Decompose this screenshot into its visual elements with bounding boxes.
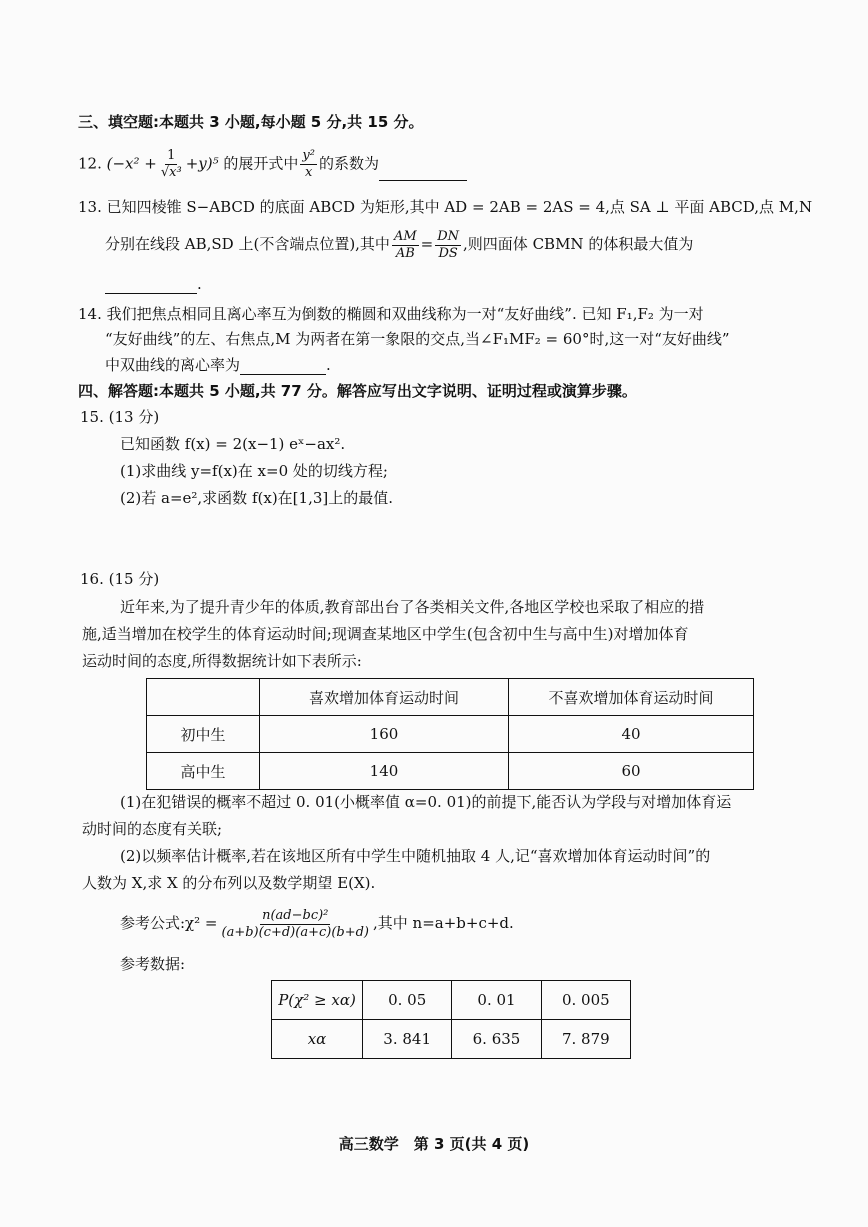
- q13-f2-num: DN: [437, 228, 460, 244]
- survey-header-like: 喜欢增加体育运动时间: [260, 679, 509, 716]
- section-3-header: 三、填空题:本题共 3 小题,每小题 5 分,共 15 分。: [78, 113, 424, 131]
- ref-cell: 0. 05: [363, 981, 452, 1020]
- survey-cell: 40: [509, 716, 754, 753]
- q15-part1: (1)求曲线 y=f(x)在 x=0 处的切线方程;: [120, 462, 388, 480]
- q13-f2-den: DS: [438, 245, 458, 261]
- q12-coef-num: y²: [302, 148, 315, 163]
- survey-cell: 60: [509, 753, 754, 790]
- section-4-header: 四、解答题:本题共 5 小题,共 77 分。解答应写出文字说明、证明过程或演算步骤。: [78, 382, 637, 400]
- survey-cell: 160: [260, 716, 509, 753]
- survey-row-label: 高中生: [147, 753, 260, 790]
- survey-header-dislike: 不喜欢增加体育运动时间: [509, 679, 754, 716]
- q12-expr-right: +y)⁵: [185, 154, 219, 173]
- q13-f1-num: AM: [393, 228, 417, 244]
- ref-cell: 7. 879: [541, 1020, 630, 1059]
- survey-table-header-row: [147, 679, 754, 716]
- table-row: [147, 753, 754, 790]
- question-12: [78, 148, 808, 181]
- q14-line1: 14. 我们把焦点相同且离心率互为倒数的椭圆和双曲线称为一对“友好曲线”. 已知 F₁,F₂ 为一对: [78, 305, 704, 323]
- q14-period: .: [326, 356, 331, 374]
- q16-part2-line2: 人数为 X,求 X 的分布列以及数学期望 E(X).: [82, 874, 376, 892]
- q16-para-line2: 施,适当增加在校学生的体育运动时间;现调查某地区中学生(包含初中生与高中生)对增加体育: [82, 625, 689, 643]
- q12-expr-left: (−x² +: [106, 154, 157, 173]
- survey-table: [146, 678, 754, 790]
- q12-text2: 的系数为: [318, 154, 379, 173]
- q16-part1-line1: (1)在犯错误的概率不超过 0. 01(小概率值 α=0. 01)的前提下,能否认为学段与对增加体育运: [120, 793, 732, 811]
- q14-line3: [105, 355, 808, 375]
- q13-equals: =: [420, 235, 434, 253]
- ref-data-label: 参考数据:: [120, 955, 186, 973]
- q14-text: 中双曲线的离心率为: [105, 356, 241, 374]
- table-row: [272, 1020, 631, 1059]
- q13-text-a: 分别在线段 AB,SD 上(不含端点位置),其中: [105, 235, 390, 253]
- survey-row-label: 初中生: [147, 716, 260, 753]
- q13-line1: 13. 已知四棱锥 S−ABCD 的底面 ABCD 为矩形,其中 AD = 2AB = 2AS = 4,点 SA ⊥ 平面 ABCD,点 M,N: [78, 198, 813, 216]
- reference-table: [271, 980, 631, 1059]
- q14-answer-blank: [240, 358, 326, 375]
- q13-text-b: ,则四面体 CBMN 的体积最大值为: [463, 235, 694, 253]
- ref-cell: P(χ² ≥ xα): [272, 981, 363, 1020]
- q15-function: 已知函数 f(x) = 2(x−1) eˣ−ax².: [120, 435, 346, 453]
- q13-line2: [105, 224, 808, 264]
- q13-fraction-dn-ds: [435, 229, 461, 262]
- q16-part2-line1: (2)以频率估计概率,若在该地区所有中学生中随机抽取 4 人,记“喜欢增加体育运动时间”的: [120, 847, 711, 865]
- ref-cell: 6. 635: [452, 1020, 541, 1059]
- q13-answer-blank: [105, 277, 197, 294]
- q15-title: 15. (13 分): [80, 408, 160, 426]
- q12-answer-blank: [379, 164, 467, 181]
- ref-cell: 3. 841: [363, 1020, 452, 1059]
- ref-cell: 0. 01: [452, 981, 541, 1020]
- formula-tail: ,其中 n=a+b+c+d.: [373, 914, 514, 932]
- q16-para-line3: 运动时间的态度,所得数据统计如下表所示:: [82, 652, 362, 670]
- q12-coef-fraction: [300, 148, 317, 181]
- q16-part1-line2: 动时间的态度有关联;: [82, 820, 223, 838]
- q12-coef-den: x: [305, 165, 313, 180]
- table-row: [147, 716, 754, 753]
- q12-fraction: [159, 148, 184, 181]
- q15-part2: (2)若 a=e²,求函数 f(x)在[1,3]上的最值.: [120, 489, 393, 507]
- ref-cell: xα: [272, 1020, 363, 1059]
- q14-line2: “友好曲线”的左、右焦点,M 为两者在第一象限的交点,当∠F₁MF₂ = 60°时,这一对“友好曲线”: [105, 330, 730, 348]
- survey-cell: 140: [260, 753, 509, 790]
- formula-label: 参考公式:χ² =: [120, 914, 218, 932]
- q12-number: 12.: [78, 154, 102, 173]
- q16-title: 16. (15 分): [80, 570, 160, 588]
- q12-text1: 的展开式中: [223, 154, 299, 173]
- page-footer: 高三数学 第 3 页(共 4 页): [338, 1135, 530, 1153]
- formula-denominator: (a+b)(c+d)(a+c)(b+d): [221, 924, 369, 940]
- chi-square-fraction: [220, 908, 372, 941]
- q16-formula: [120, 903, 808, 943]
- q12-frac-num: 1: [167, 148, 176, 163]
- survey-header-empty: [147, 679, 260, 716]
- ref-cell: 0. 005: [541, 981, 630, 1020]
- q13-period: .: [197, 275, 202, 293]
- q13-fraction-am-ab: [392, 229, 419, 262]
- q16-para-line1: 近年来,为了提升青少年的体质,教育部出台了各类相关文件,各地区学校也采取了相应的措: [120, 598, 705, 616]
- q13-f1-den: AB: [395, 245, 415, 261]
- q12-frac-den: √x³: [160, 165, 182, 180]
- table-row: [272, 981, 631, 1020]
- formula-numerator: n(ad−bc)²: [262, 907, 329, 923]
- q13-line3: [105, 274, 808, 294]
